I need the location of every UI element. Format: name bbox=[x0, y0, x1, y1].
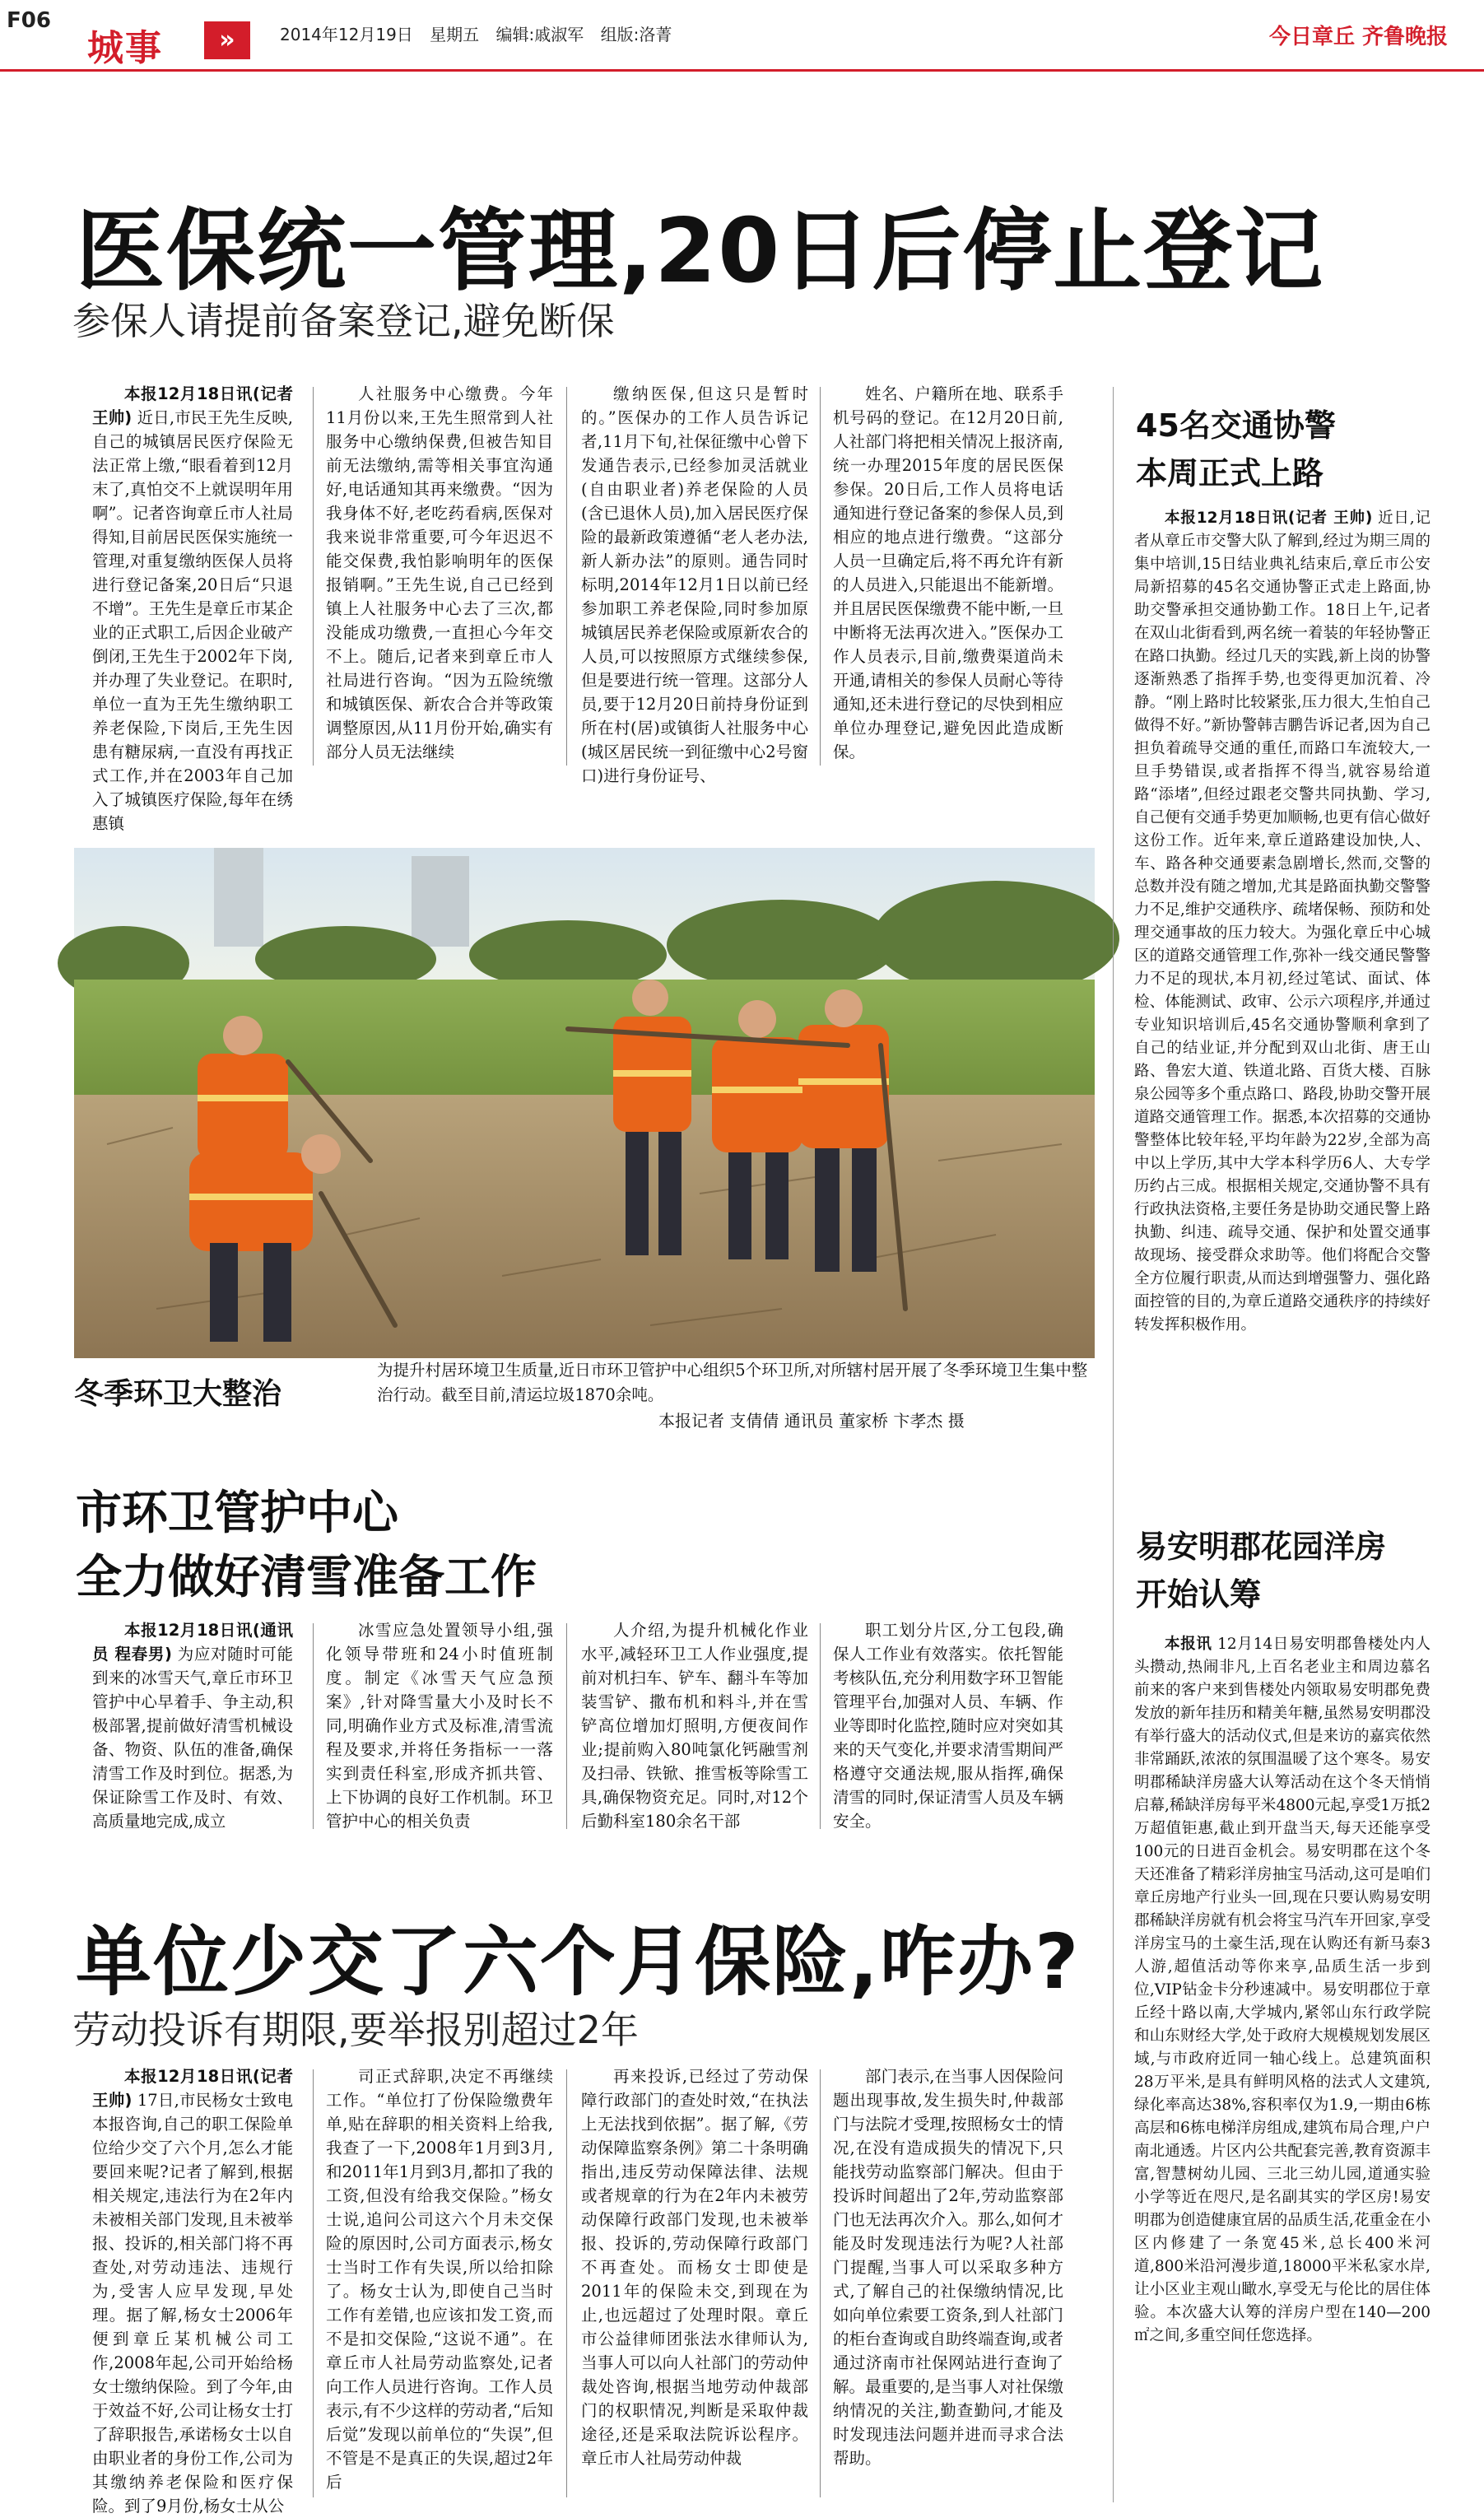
article3-column-2 bbox=[326, 2064, 553, 2502]
sidebar2-byline: 本报讯 bbox=[1165, 1636, 1212, 1653]
column-divider bbox=[566, 387, 567, 766]
column-divider bbox=[313, 1623, 314, 1829]
issue-weekday: 星期五 bbox=[430, 25, 480, 44]
article2-col2-text: 冰雪应急处置领导小组,强化领导带班和24小时值班制度。制定《冰雪天气应急预案》,针对降雪量大小及时长不同,明确作业方式及标准,清雪流程及要求,并将任务指标一一落实到责任科室,形成齐抓共管、上下协调的良好工作机制。环卫管护中心的相关负责 bbox=[326, 1621, 553, 1831]
column-divider bbox=[313, 2069, 314, 2497]
page-number: F06 bbox=[7, 8, 51, 33]
section-badge: » bbox=[204, 21, 250, 59]
article3-byline: 本报12月18日讯(记者 王帅) bbox=[92, 2067, 293, 2110]
article3-column-4 bbox=[833, 2064, 1063, 2502]
article1-column-4 bbox=[833, 382, 1063, 769]
article2-col1-text: 为应对随时可能到来的冰雪天气,章丘市环卫管护中心早着手、争主动,积极部署,提前做好清雪机械设备、物资、队伍的准备,确保清雪工作及时到位。据悉,为保证除雪工作及时、有效、高质量地完成,成立 bbox=[92, 1645, 293, 1831]
sidebar2-headline: 易安明郡花园洋房 开始认筹 bbox=[1136, 1529, 1387, 1613]
sidebar1-body bbox=[1134, 507, 1431, 1495]
article3-subheadline: 劳动投诉有期限,要举报别超过2年 bbox=[72, 2008, 639, 2052]
article1-byline: 本报12月18日讯(记者 王帅) bbox=[92, 384, 293, 427]
article2-col4-text: 职工划分片区,分工包段,确保人工作业有效落实。依托智能考核队伍,充分利用数字环卫智能管理平台,加强对人员、车辆、作业等即时化监控,随时应对突如其来的天气变化,并要求清雪期间严格遵守交通法规,服从指挥,确保清雪的同时,保证清雪人员及车辆安全。 bbox=[833, 1621, 1063, 1831]
article3-col3-text: 再来投诉,已经过了劳动保障行政部门的查处时效,“在执法上无法找到依据”。据了解,《劳动保障监察条例》第二十条明确指出,违反劳动保障法律、法规或者规章的行为在2年内未被劳动保障行政部门发现,也未被举报、投诉的,劳动保障行政部门不再查处。而杨女士即使是2011年的保险未交,到现在为止,也远超过了处理时限。章丘市公益律师团张法水律师认为,当事人可以向人社部门的劳动仲裁处咨询,根据当地劳动仲裁部门的权职情况,判断是采取仲裁途径,还是采取法院诉讼程序。章丘市人社局劳动仲裁 bbox=[581, 2067, 808, 2468]
sidebar1-byline: 本报12月18日讯(记者 王帅) bbox=[1165, 510, 1373, 527]
issue-editor: 编辑:戚淑军 bbox=[495, 25, 584, 44]
article2-headline: 市环卫管护中心 全力做好清雪准备工作 bbox=[76, 1487, 537, 1604]
news-photo bbox=[74, 848, 1095, 1358]
article1-subheadline: 参保人请提前备案登记,避免断保 bbox=[72, 299, 615, 343]
article1-column-3 bbox=[581, 382, 808, 785]
article3-column-3 bbox=[581, 2064, 808, 2502]
column-divider bbox=[566, 2069, 567, 2497]
column-divider bbox=[820, 387, 821, 766]
article1-column-2 bbox=[326, 382, 553, 769]
issue-meta bbox=[280, 21, 683, 45]
photo-illustration bbox=[74, 848, 1095, 1358]
article3-headline: 单位少交了六个月保险,咋办? bbox=[76, 1918, 1081, 2006]
sidebar1-headline: 45名交通协警 本周正式上路 bbox=[1136, 407, 1336, 491]
article2-column-1 bbox=[92, 1618, 293, 1832]
sidebar-divider bbox=[1113, 387, 1114, 2502]
sidebar2-text: 12月14日易安明郡鲁楼处内人头攒动,热闹非凡,上百名老业主和周边慕名前来的客户来到售楼处内领取易安明郡免费发放的新年挂历和精美年糖,虽然易安明郡没有举行盛大的活动仪式,但是来访的嘉宾依然非常踊跃,浓浓的氛围温暖了这个寒冬。易安明郡稀缺洋房盛大认筹活动在这个冬天悄悄启幕,稀缺洋房每平米4800元起,享受1万抵2万超值钜惠,截止到开盘当天,每天还能享受100元的日进百金机会。易安明郡在这个冬天还准备了精彩洋房抽宝马活动,这可是咱们章丘房地产行业头一回,现在只要认购易安明郡稀缺洋房就有机会将宝马汽车开回家,享受洋房宝马的土豪生活,现在认购还有新马泰3人游,超值活动等你来享,品质生活一步到位,VIP钻金卡分秒速减中。易安明郡位于章丘经十路以南,大学城内,紧邻山东行政学院和山东财经大学,处于政府大规模规划发展区域,与市政府近同一轴心线上。总建筑面积28万平米,是具有鲜明风格的法式人文建筑,绿化率高达38%,容积率仅为1.9,一期由6栋高层和6栋电梯洋房组成,建筑布局合理,户户南北通透。片区内公共配套完善,教育资源丰富,智慧树幼儿园、三北三幼儿园,道通实验小学等近在咫尺,是名副其实的学区房!易安明郡为创造健康宜居的品质生活,花重金在小区内修建了一条宽45米,总长400米河道,800米沿河漫步道,18000平米私家水岸,让小区业主观山瞰水,享受无与伦比的居住体验。本次盛大认筹的洋房户型在140—200㎡之间,多重空间任您选择。 bbox=[1134, 1636, 1431, 2344]
issue-layout: 组版:洛菁 bbox=[600, 25, 672, 44]
issue-date: 2014年12月19日 bbox=[280, 25, 413, 44]
article1-column-1 bbox=[92, 382, 293, 833]
header-rule bbox=[0, 69, 1484, 72]
article2-column-4 bbox=[833, 1618, 1063, 1832]
article3-column-1 bbox=[92, 2064, 293, 2516]
article1-col3-text: 缴纳医保,但这只是暂时的。”医保办的工作人员告诉记者,11月下旬,社保征缴中心曾下发通告表示,已经参加灵活就业(自由职业者)养老保险的人员(含已退休人员),加入居民医疗保险的最新政策遵循“老人老办法,新人新办法”的原则。通告同时标明,2014年12月1日以前已经参加职工养老保险,同时参加原城镇居民养老保险或原新农合的人员,可以按照原方式继续参保,但是要进行统一管理。这部分人员,要于12月20日前持身份证到所在村(居)或镇街人社服务中心(城区居民统一到征缴中心2号窗口)进行身份证号、 bbox=[581, 384, 808, 785]
sidebar2-body bbox=[1134, 1633, 1431, 2502]
column-divider bbox=[313, 387, 314, 766]
article2-column-2 bbox=[326, 1618, 553, 1832]
section-title: 城事 bbox=[87, 27, 163, 69]
newspaper-brand: 今日章丘 齐鲁晚报 bbox=[1268, 25, 1448, 49]
article1-col1-text: 近日,市民王先生反映,自己的城镇居民医疗保险无法正常上缴,“眼看着到12月末了,真怕交不上就误明年用啊”。记者咨询章丘市人社局得知,目前居民医保实施统一管理,对重复缴纳医保人员将进行登记备案,20日后“只退不增”。王先生是章丘市某企业的正式职工,后因企业破产倒闭,王先生于2002年下岗,并办理了失业登记。在职时,单位一直为王先生缴纳职工养老保险,下岗后,王先生因患有糖尿病,一直没有再找正式工作,并在2003年自己加入了城镇医疗保险,每年在绣惠镇 bbox=[92, 408, 293, 833]
article2-col3-text: 人介绍,为提升机械化作业水平,减轻环卫工人作业强度,提前对机扫车、铲车、翻斗车等加装雪铲、撒布机和料斗,并在雪铲高位增加灯照明,方便夜间作业;提前购入80吨氯化钙融雪剂及扫帚、铁锨、推雪板等除雪工具,确保物资充足。同时,对12个后勤科室180余名干部 bbox=[581, 1621, 808, 1831]
photo-credit: 本报记者 支倩倩 通讯员 董家桥 卞孝杰 摄 bbox=[658, 1411, 965, 1431]
article2-column-3 bbox=[581, 1618, 808, 1832]
column-divider bbox=[820, 2069, 821, 2497]
article1-col2-text: 人社服务中心缴费。今年11月份以来,王先生照常到人社服务中心缴纳保费,但被告知目前无法缴纳,需等相关事宜沟通好,电话通知其再来缴费。“因为我身体不好,老吃药看病,医保对我来说非常重要,可今年迟迟不能交保费,我怕影响明年的医保报销啊。”王先生说,自己已经到镇上人社服务中心去了三次,都没能成功缴费,一直担心今年交不上。随后,记者来到章丘市人社局进行咨询。“因为五险统缴和城镇医保、新农合合并等政策调整原因,从11月份开始,确实有部分人员无法继续 bbox=[326, 384, 553, 761]
column-divider bbox=[820, 1623, 821, 1829]
photo-caption: 为提升村居环境卫生质量,近日市环卫管护中心组织5个环卫所,对所辖村居开展了冬季环境卫生集中整治行动。截至目前,清运垃圾1870余吨。 bbox=[377, 1361, 1088, 1404]
article1-col4-text: 姓名、户籍所在地、联系手机号码的登记。在12月20日前,人社部门将把相关情况上报济南,统一办理2015年度的居民医保参保。20日后,工作人员将电话通知进行登记备案的参保人员,到相应的地点进行缴费。“这部分人员一旦确定后,将不再允许有新的人员进入,只能退出不能新增。并且居民医保缴费不能中断,一旦中断将无法再次进入。”医保办工作人员表示,目前,缴费渠道尚未开通,请相关的参保人员耐心等待通知,还未进行登记的尽快到相应单位办理登记,避免因此造成断保。 bbox=[833, 384, 1063, 761]
article3-col2-text: 司正式辞职,决定不再继续工作。“单位打了份保险缴费年单,贴在辞职的相关资料上给我,我查了一下,2008年1月到3月,和2011年1月到3月,都扣了我的工资,但没有给我交保险。”杨女士说,追问公司这六个月未交保险的原因时,公司方面表示,杨女士当时工作有失误,所以给扣除了。杨女士认为,即使自己当时工作有差错,也应该扣发工资,而不是扣交保险,“这说不通”。在章丘市人社局劳动监察处,记者向工作人员进行咨询。工作人员表示,有不少这样的劳动者,“后知后觉”发现以前单位的“失误”,但不管是不是真正的失误,超过2年后 bbox=[326, 2067, 553, 2492]
column-divider bbox=[566, 1623, 567, 1829]
sidebar1-text: 近日,记者从章丘市交警大队了解到,经过为期三周的集中培训,15日结业典礼结束后,章丘市公安局新招募的45名交通协警正式走上路面,协助交警承担交通协勤工作。18日上午,记者在双山北街看到,两名统一着装的年轻协警正在路口执勤。经过几天的实践,新上岗的协警逐渐熟悉了指挥手势,也变得更加沉着、冷静。“刚上路时比较紧张,压力很大,生怕自己做得不好。”新协警韩吉鹏告诉记者,因为自己担负着疏导交通的重任,而路口车流较大,一旦手势错误,或者指挥不得当,就容易给道路“添堵”,但经过跟老交警共同执勤、学习,自己便有交通手势更加顺畅,也更有信心做好这份工作。近年来,章丘道路建设加快,人、车、路各种交通要素急剧增长,然而,交警的总数并没有随之增加,尤其是路面执勤交警警力不足,维护交通秩序、疏堵保畅、预防和处理交通事故的压力较大。为强化章丘中心城区的道路交通管理工作,弥补一线交通民警警力不足的现状,本月初,经过笔试、面试、体检、体能测试、政审、公示六项程序,并通过专业知识培训后,45名交通协警顺利拿到了自己的结业证,并分配到双山北街、唐王山路、鲁宏大道、铁道北路、百货大楼、百脉泉公园等多个重点路口、路段,协助交警开展道路交通管理工作。据悉,本次招募的交通协警整体比较年轻,平均年龄为22岁,全部为高中以上学历,其中大学本科学历6人、大专学历约占三成。根据相关规定,交通协警不具有行政执法资格,主要任务是协助交通民警上路执勤、纠违、疏导交通、保护和处置交通事故现场、接受群众求助等。他们将配合交警全方位履行职责,从而达到增强警力、强化路面控管的目的,为章丘道路交通秩序的持续好转发挥积极作用。 bbox=[1134, 510, 1431, 1333]
photo-title: 冬季环卫大整治 bbox=[74, 1377, 282, 1411]
article3-col1-text: 17日,市民杨女士致电本报咨询,自己的职工保险单位给少交了六个月,怎么才能要回来呢?记者了解到,根据相关规定,违法行为在2年内未被相关部门发现,且未被举报、投诉的,相关部门将不再查处,对劳动违法、违规行为,受害人应早发现,早处理。据了解,杨女士2006年便到章丘某机械公司工作,2008年起,公司开始给杨女士缴纳保险。到了今年,由于效益不好,公司让杨女士打了辞职报告,承诺杨女士以自由职业者的身份工作,公司为其缴纳养老保险和医疗保险。到了9月份,杨女士从公 bbox=[92, 2091, 293, 2516]
article3-col4-text: 部门表示,在当事人因保险问题出现事故,发生损失时,仲裁部门与法院才受理,按照杨女士的情况,在没有造成损失的情况下,只能找劳动监察部门解决。但由于投诉时间超出了2年,劳动监察部门也无法再次介入。那么,如何才能及时发现违法行为呢?人社部门提醒,当事人可以采取多种方式,了解自己的社保缴纳情况,比如向单位索要工资条,到人社部门的柜台查询或自助终端查询,或者通过济南市社保网站进行查询了解。最重要的,是当事人对社保缴纳情况的关注,勤查勤问,才能及时发现违法问题并进而寻求合法帮助。 bbox=[833, 2067, 1063, 2468]
article2-byline: 本报12月18日讯(通讯员 程春男) bbox=[92, 1621, 293, 1664]
article1-headline: 医保统一管理,20日后停止登记 bbox=[76, 200, 1325, 303]
